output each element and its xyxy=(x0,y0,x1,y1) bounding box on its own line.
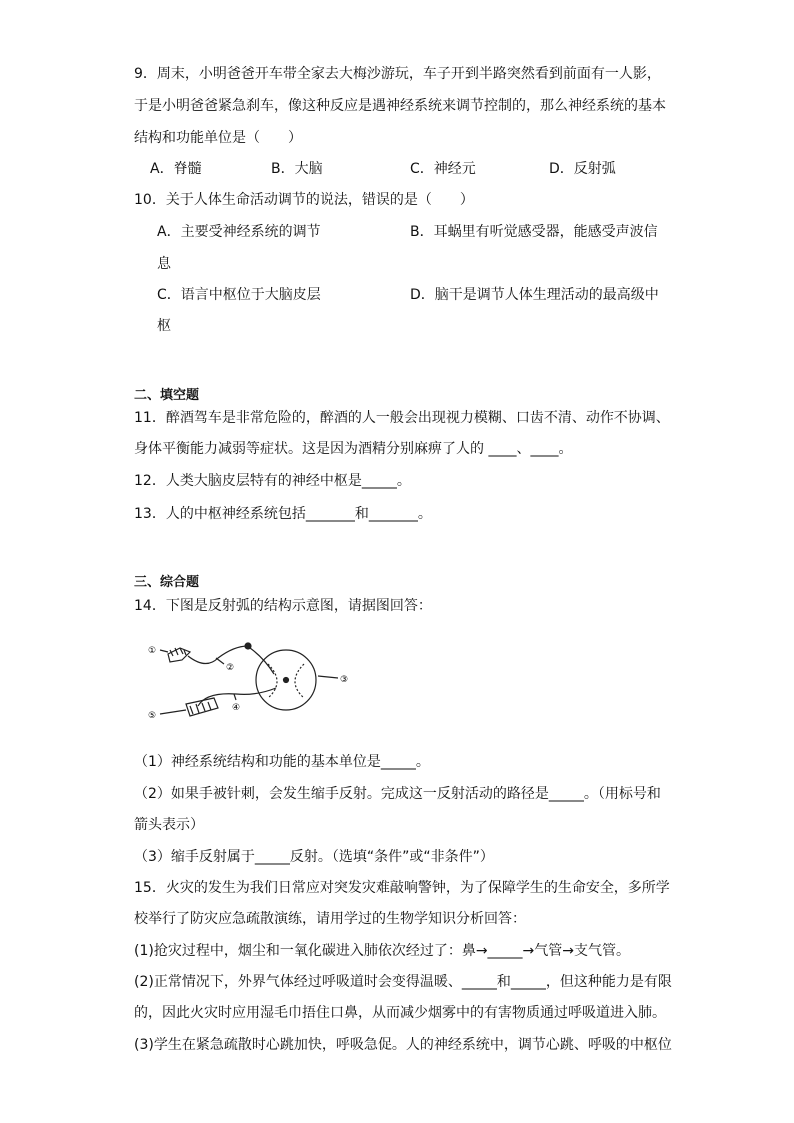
q15-part2-line2: 的，因此火灾时应用湿毛巾捂住口鼻，从而减少烟雾中的有害物质通过呼吸道进入肺。 xyxy=(134,1005,666,1021)
q15-line1: 15．火灾的发生为我们日常应对突发灾难敲响警钟，为了保障学生的生命安全，多所学 xyxy=(134,880,670,896)
q14-part1: （1）神经系统结构和功能的基本单位是_____。 xyxy=(134,754,430,770)
q10-option-a: A．主要受神经系统的调节 xyxy=(157,224,321,240)
q10-option-d-wrap: 枢 xyxy=(157,318,171,334)
q12: 12．人类大脑皮层特有的神经中枢是_____。 xyxy=(134,473,411,489)
q9-line1: 9．周末，小明爸爸开车带全家去大梅沙游玩，车子开到半路突然看到前面有一人影， xyxy=(134,66,661,82)
q14-part2-line2: 箭头表示） xyxy=(134,817,204,833)
receptor-shape xyxy=(168,648,190,662)
sensory-pathway xyxy=(188,646,248,664)
q9-option-b: B．大脑 xyxy=(271,161,323,177)
section2-title: 二、填空题 xyxy=(134,388,200,403)
q15-part1: (1)抢灾过程中，烟尘和一氧化碳进入肺依次经过了：鼻→_____→气管→支气管。 xyxy=(134,943,631,959)
q10-option-b-wrap: 息 xyxy=(157,256,171,272)
q9-option-c: C．神经元 xyxy=(410,161,476,177)
figure-label-1: ① xyxy=(148,646,157,656)
reflex-arc-figure xyxy=(146,636,356,728)
q9-option-a: A．脊髓 xyxy=(150,161,202,177)
q15-part3: (3)学生在紧急疏散时心跳加快，呼吸急促。人的神经系统中，调节心跳、呼吸的中枢位 xyxy=(134,1037,672,1053)
q14-part2-line1: （2）如果手被针刺，会发生缩手反射。完成这一反射活动的路径是_____。（用标号和 xyxy=(134,786,661,802)
q10-option-d: D．脑干是调节人体生理活动的最高级中 xyxy=(410,287,659,303)
q9-line3: 结构和功能单位是（ ） xyxy=(134,130,302,146)
q11-line1: 11．醉酒驾车是非常危险的，醉酒的人一般会出现视力模糊、口齿不清、动作不协调、 xyxy=(134,410,670,426)
q9-line2: 于是小明爸爸紧急刹车，像这种反应是遇神经系统来调节控制的，那么神经系统的基本 xyxy=(134,98,666,114)
q15-part2-line1: (2)正常情况下，外界气体经过呼吸道时会变得温暖、_____和_____，但这种能力是有限 xyxy=(134,974,672,990)
figure-label-5: ⑤ xyxy=(148,711,157,721)
q14-stem: 14．下图是反射弧的结构示意图，请据图回答： xyxy=(134,598,432,614)
q10-option-b: B．耳蜗里有听觉感受器，能感受声波信 xyxy=(410,224,658,240)
figure-label-2: ② xyxy=(226,663,235,673)
q11-line2: 身体平衡能力减弱等症状。这是因为酒精分别麻痹了人的 ____、____。 xyxy=(134,441,573,457)
q10-option-c: C．语言中枢位于大脑皮层 xyxy=(157,287,321,303)
q9-option-d: D．反射弧 xyxy=(549,161,616,177)
q14-part3: （3）缩手反射属于_____反射。（选填“条件”或“非条件”） xyxy=(134,849,494,865)
figure-label-4: ④ xyxy=(232,703,241,713)
q15-line2: 校举行了防灾应急疏散演练，请用学过的生物学知识分析回答： xyxy=(134,911,526,927)
q13: 13．人的中枢神经系统包括_______和_______。 xyxy=(134,506,432,522)
figure-label-3: ③ xyxy=(340,675,349,685)
q10-stem: 10．关于人体生命活动调节的说法，错误的是（ ） xyxy=(134,192,474,208)
section3-title: 三、综合题 xyxy=(134,575,200,590)
